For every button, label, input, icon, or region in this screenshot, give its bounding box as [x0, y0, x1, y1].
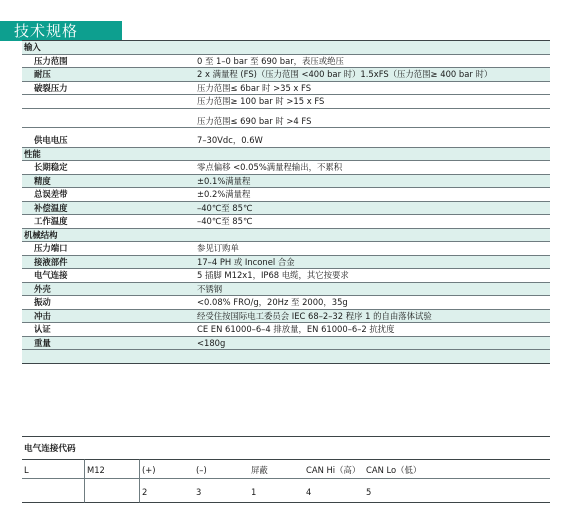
spec-row-accuracy: 精度 ±0.1%满量程	[22, 175, 550, 189]
spec-row-total-error-band: 总误差带 ±0.2%满量程	[22, 188, 550, 202]
code-cell: 3	[194, 479, 249, 503]
spec-row-burst-pressure: 破裂压力 压力范围≤ 6bar 时 >35 x FS	[22, 82, 550, 96]
connection-code-section	[22, 436, 550, 503]
spec-row-pressure-port: 压力端口 参见订购单	[22, 242, 550, 256]
code-cell: 1	[249, 479, 304, 503]
code-cell: CAN Lo（低）	[364, 459, 419, 479]
spec-row-blank	[22, 350, 550, 364]
spec-row-vibration: 振动 <0.08% FRO/g，20Hz 至 2000，35g	[22, 296, 550, 310]
code-cell	[84, 479, 139, 503]
spec-row-burst-pressure-3: 压力范围≤ 690 bar 时 >4 FS	[22, 115, 550, 129]
code-cell: (+)	[139, 459, 194, 479]
connection-code-title: 电气连接代码	[22, 436, 550, 459]
code-cell	[22, 479, 84, 503]
section-title: 技术规格	[0, 21, 122, 41]
spec-row-shock: 冲击 经受住按国际电工委员会 IEC 68–2–32 程序 1 的自由落体试验	[22, 310, 550, 324]
spec-row-electrical-connection: 电气连接 5 插脚 M12x1，IP68 电缆，其它按要求	[22, 269, 550, 283]
category-label: 输入	[24, 42, 41, 53]
code-cell: 2	[139, 479, 194, 503]
spec-row-weight: 重量 <180g	[22, 337, 550, 351]
code-cell: 4	[304, 479, 364, 503]
code-cell: (–)	[194, 459, 249, 479]
spec-row-wetted-parts: 接液部件 17–4 PH 或 Inconel 合金	[22, 256, 550, 270]
spec-row-long-term-stability: 长期稳定 零点偏移 <0.05%满量程输出，不累积	[22, 161, 550, 175]
spec-table	[22, 40, 550, 364]
spec-row-housing: 外壳 不锈钢	[22, 283, 550, 297]
code-cell: L	[22, 459, 84, 479]
spec-row-certification: 认证 CE EN 61000–6–4 排放量，EN 61000–6–2 抗扰度	[22, 323, 550, 337]
code-cell: 屏蔽	[249, 459, 304, 479]
category-performance: 性能	[22, 148, 550, 162]
spec-row-compensated-temp: 补偿温度 –40℃至 85℃	[22, 202, 550, 216]
spec-row-proof-pressure: 耐压 2 x 满量程 (FS)（压力范围 <400 bar 时）1.5xFS（压力范围≥ 400 bar 时）	[22, 68, 550, 82]
spec-row-supply-voltage: 供电电压 7–30Vdc，0.6W	[22, 134, 550, 148]
spec-row-burst-pressure-2: 压力范围≥ 100 bar 时 >15 x FS	[22, 95, 550, 109]
spec-row-pressure-range: 压力范围 0 至 1–0 bar 至 690 bar，表压或绝压	[22, 55, 550, 69]
code-cell: 5	[364, 479, 419, 503]
code-cell: CAN Hi（高）	[304, 459, 364, 479]
category-mechanical: 机械结构	[22, 229, 550, 243]
code-cell: M12	[84, 459, 139, 479]
connection-code-table	[22, 459, 550, 503]
spec-row-operating-temp: 工作温度 –40℃至 85℃	[22, 215, 550, 229]
category-input	[22, 41, 550, 55]
